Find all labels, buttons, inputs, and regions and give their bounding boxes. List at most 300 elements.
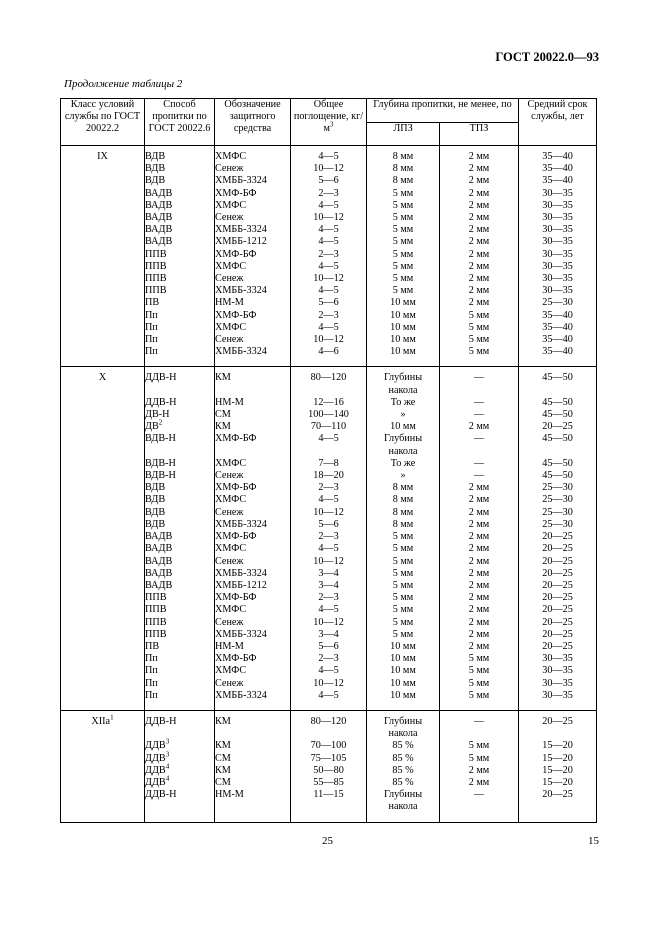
cell-service-class bbox=[61, 310, 145, 322]
cell-service-class bbox=[61, 710, 145, 740]
cell-depth-tpz: — bbox=[440, 458, 519, 470]
cell-method bbox=[145, 556, 215, 568]
table-row bbox=[61, 531, 597, 543]
cell-depth-lpz: 5 мм bbox=[367, 212, 440, 224]
cell-method bbox=[145, 580, 215, 592]
cell-service-life: 25—30 bbox=[519, 297, 597, 309]
cell-depth-tpz: 5 мм bbox=[440, 740, 519, 752]
cell-absorption: 4—5 bbox=[291, 146, 367, 164]
cell-preservative: СМ bbox=[215, 777, 291, 789]
cell-absorption: 2—3 bbox=[291, 310, 367, 322]
cell-depth-lpz: 5 мм bbox=[367, 556, 440, 568]
cell-service-class bbox=[61, 212, 145, 224]
cell-service-class bbox=[61, 200, 145, 212]
cell-service-life: 20—25 bbox=[519, 531, 597, 543]
service-class-label: IX bbox=[97, 151, 108, 162]
cell-absorption: 4—5 bbox=[291, 665, 367, 677]
cell-method bbox=[145, 163, 215, 175]
method-label: ВДВ-Н bbox=[145, 433, 176, 445]
cell-service-life: 35—40 bbox=[519, 175, 597, 187]
method-footnote: 4 bbox=[165, 762, 170, 771]
cell-absorption: 75—105 bbox=[291, 753, 367, 765]
cell-preservative: Сенеж bbox=[215, 617, 291, 629]
table-row bbox=[61, 310, 597, 322]
cell-method bbox=[145, 750, 215, 765]
method-label: ДДВ-Н bbox=[145, 789, 177, 801]
cell-depth-lpz: 5 мм bbox=[367, 200, 440, 212]
cell-depth-tpz: 2 мм bbox=[440, 580, 519, 592]
cell-absorption: 80—120 bbox=[291, 710, 367, 740]
cell-preservative: НМ-М bbox=[215, 397, 291, 409]
table-row bbox=[61, 409, 597, 421]
cell-depth-tpz: 5 мм bbox=[440, 753, 519, 765]
table-row bbox=[61, 175, 597, 187]
cell-depth-lpz: 8 мм bbox=[367, 146, 440, 164]
method-label: ВАДВ bbox=[145, 531, 173, 543]
col-depth-group: Глубина пропитки, не менее, по bbox=[367, 99, 519, 123]
method-label: ВДВ bbox=[145, 482, 166, 494]
table-row bbox=[61, 261, 597, 273]
cell-service-class bbox=[61, 261, 145, 273]
cell-service-class bbox=[61, 273, 145, 285]
cell-depth-lpz: 5 мм bbox=[367, 531, 440, 543]
method-label: ППВ bbox=[145, 628, 167, 640]
cell-absorption: 10—12 bbox=[291, 163, 367, 175]
col-service-life: Средний срок службы, лет bbox=[519, 99, 597, 146]
cell-depth-tpz: 2 мм bbox=[440, 543, 519, 555]
table-row bbox=[61, 458, 597, 470]
service-class-label: XIIа bbox=[91, 715, 111, 727]
cell-preservative: Сенеж bbox=[215, 507, 291, 519]
cell-depth-tpz: — bbox=[440, 470, 519, 482]
method-label: ППВ bbox=[145, 248, 167, 260]
cell-service-life: 30—35 bbox=[519, 690, 597, 711]
cell-service-life: 30—35 bbox=[519, 285, 597, 297]
method-label: ПВ bbox=[145, 297, 160, 309]
cell-depth-tpz: 5 мм bbox=[440, 690, 519, 711]
col-method: Способ пропитки по ГОСТ 20022.6 bbox=[145, 99, 215, 146]
cell-depth-tpz: — bbox=[440, 710, 519, 740]
cell-method bbox=[145, 458, 215, 470]
cell-depth-tpz: — bbox=[440, 367, 519, 397]
cell-service-class bbox=[61, 175, 145, 187]
method-label: ВАДВ bbox=[145, 212, 173, 224]
cell-service-class bbox=[61, 322, 145, 334]
cell-depth-lpz: 5 мм bbox=[367, 188, 440, 200]
cell-depth-lpz: Глубины накола bbox=[367, 433, 440, 457]
cell-method bbox=[145, 409, 215, 421]
cell-method bbox=[145, 789, 215, 822]
method-label: ВДВ-Н bbox=[145, 470, 176, 482]
cell-depth-tpz: 2 мм bbox=[440, 519, 519, 531]
cell-service-life: 45—50 bbox=[519, 397, 597, 409]
cell-preservative: ХМФС bbox=[215, 200, 291, 212]
cell-depth-lpz: Глубины накола bbox=[367, 789, 440, 822]
cell-service-life: 20—25 bbox=[519, 710, 597, 740]
table-row bbox=[61, 494, 597, 506]
cell-service-life: 45—50 bbox=[519, 409, 597, 421]
cell-preservative: Сенеж bbox=[215, 212, 291, 224]
cell-service-class bbox=[61, 678, 145, 690]
cell-depth-lpz: 10 мм bbox=[367, 678, 440, 690]
cell-depth-tpz: 5 мм bbox=[440, 322, 519, 334]
cell-service-class bbox=[61, 163, 145, 175]
cell-depth-tpz: 2 мм bbox=[440, 641, 519, 653]
cell-service-class bbox=[61, 285, 145, 297]
cell-absorption: 4—5 bbox=[291, 543, 367, 555]
cell-absorption: 4—5 bbox=[291, 604, 367, 616]
cell-depth-lpz: 5 мм bbox=[367, 604, 440, 616]
cell-depth-lpz: 10 мм bbox=[367, 653, 440, 665]
cell-absorption: 4—5 bbox=[291, 224, 367, 236]
cell-absorption: 7—8 bbox=[291, 458, 367, 470]
cell-preservative: КМ bbox=[215, 710, 291, 740]
table-row bbox=[61, 753, 597, 765]
table-row bbox=[61, 322, 597, 334]
cell-absorption: 10—12 bbox=[291, 556, 367, 568]
cell-method bbox=[145, 617, 215, 629]
cell-absorption: 2—3 bbox=[291, 531, 367, 543]
cell-absorption: 10—12 bbox=[291, 678, 367, 690]
cell-depth-tpz: 5 мм bbox=[440, 653, 519, 665]
cell-service-life: 15—20 bbox=[519, 740, 597, 752]
cell-service-life: 25—30 bbox=[519, 494, 597, 506]
method-label: ВАДВ bbox=[145, 579, 173, 591]
cell-service-life: 20—25 bbox=[519, 556, 597, 568]
cell-depth-lpz: Глубины накола bbox=[367, 710, 440, 740]
cell-service-class bbox=[61, 740, 145, 752]
cell-service-class bbox=[61, 470, 145, 482]
cell-depth-lpz: 10 мм bbox=[367, 322, 440, 334]
cell-service-life: 35—40 bbox=[519, 146, 597, 164]
table-row bbox=[61, 641, 597, 653]
cell-depth-tpz: 2 мм bbox=[440, 592, 519, 604]
method-label: ППВ bbox=[145, 273, 167, 285]
cell-depth-tpz: 2 мм bbox=[440, 568, 519, 580]
table-row bbox=[61, 397, 597, 409]
cell-preservative: ХМФС bbox=[215, 543, 291, 555]
cell-depth-lpz: Глубины накола bbox=[367, 367, 440, 397]
cell-absorption: 5—6 bbox=[291, 297, 367, 309]
method-label: Пп bbox=[145, 689, 158, 701]
cell-preservative: ХМББ-1212 bbox=[215, 580, 291, 592]
cell-depth-tpz: 2 мм bbox=[440, 617, 519, 629]
cell-preservative: ХМФ-БФ bbox=[215, 653, 291, 665]
cell-preservative: КМ bbox=[215, 740, 291, 752]
cell-service-class bbox=[61, 458, 145, 470]
cell-method bbox=[145, 297, 215, 309]
cell-service-class bbox=[61, 617, 145, 629]
cell-depth-lpz: 10 мм bbox=[367, 690, 440, 711]
col-lpz: ЛПЗ bbox=[367, 123, 440, 146]
method-label: ППВ bbox=[145, 616, 167, 628]
method-label: ППВ bbox=[145, 592, 167, 604]
cell-depth-lpz: 5 мм bbox=[367, 236, 440, 248]
cell-absorption: 10—12 bbox=[291, 617, 367, 629]
cell-method bbox=[145, 249, 215, 261]
cell-depth-tpz: 2 мм bbox=[440, 249, 519, 261]
cell-depth-lpz: 5 мм bbox=[367, 617, 440, 629]
cell-depth-lpz: 8 мм bbox=[367, 507, 440, 519]
cell-method bbox=[145, 236, 215, 248]
cell-absorption: 10—12 bbox=[291, 273, 367, 285]
cell-service-life: 15—20 bbox=[519, 777, 597, 789]
cell-method bbox=[145, 334, 215, 346]
cell-depth-tpz: 2 мм bbox=[440, 531, 519, 543]
method-label: ВАДВ bbox=[145, 236, 173, 248]
standard-code: ГОСТ 20022.0—93 bbox=[495, 50, 599, 64]
cell-service-class bbox=[61, 592, 145, 604]
cell-service-class bbox=[61, 346, 145, 367]
table-row bbox=[61, 556, 597, 568]
table-row bbox=[61, 665, 597, 677]
table-row bbox=[61, 367, 597, 397]
cell-service-life: 45—50 bbox=[519, 367, 597, 397]
cell-service-life: 30—35 bbox=[519, 678, 597, 690]
cell-absorption: 10—12 bbox=[291, 507, 367, 519]
cell-service-life: 25—30 bbox=[519, 482, 597, 494]
cell-method bbox=[145, 629, 215, 641]
cell-preservative: НМ-М bbox=[215, 641, 291, 653]
cell-method bbox=[145, 774, 215, 789]
method-label: ВДВ bbox=[145, 518, 166, 530]
cell-method bbox=[145, 665, 215, 677]
cell-depth-tpz: 2 мм bbox=[440, 494, 519, 506]
table-row bbox=[61, 421, 597, 433]
service-class-label: X bbox=[98, 372, 107, 384]
cell-depth-lpz: 5 мм bbox=[367, 261, 440, 273]
cell-depth-lpz: 5 мм bbox=[367, 580, 440, 592]
cell-method bbox=[145, 397, 215, 409]
cell-absorption: 10—12 bbox=[291, 334, 367, 346]
method-footnote: 4 bbox=[165, 774, 170, 783]
cell-depth-tpz: — bbox=[440, 397, 519, 409]
cell-absorption: 10—12 bbox=[291, 212, 367, 224]
method-label: ВДВ-Н bbox=[145, 457, 176, 469]
cell-depth-lpz: 5 мм bbox=[367, 592, 440, 604]
cell-method bbox=[145, 175, 215, 187]
cell-preservative: Сенеж bbox=[215, 470, 291, 482]
service-class-footnote: 1 bbox=[110, 713, 114, 722]
cell-depth-tpz: 2 мм bbox=[440, 175, 519, 187]
table-row bbox=[61, 710, 597, 740]
cell-preservative: СМ bbox=[215, 753, 291, 765]
cell-absorption: 4—6 bbox=[291, 346, 367, 367]
table-row bbox=[61, 507, 597, 519]
col-tpz: ТПЗ bbox=[440, 123, 519, 146]
cell-depth-tpz: 2 мм bbox=[440, 163, 519, 175]
cell-depth-tpz: 5 мм bbox=[440, 678, 519, 690]
cell-preservative: ХМББ-3324 bbox=[215, 519, 291, 531]
cell-preservative: ХМФ-БФ bbox=[215, 482, 291, 494]
cell-service-class bbox=[61, 224, 145, 236]
cell-absorption: 3—4 bbox=[291, 568, 367, 580]
cell-depth-lpz: 5 мм bbox=[367, 224, 440, 236]
cell-absorption: 4—5 bbox=[291, 285, 367, 297]
cell-method bbox=[145, 146, 215, 164]
method-label: ВДВ bbox=[145, 163, 166, 175]
cell-preservative: Сенеж bbox=[215, 678, 291, 690]
cell-preservative: ХМФ-БФ bbox=[215, 592, 291, 604]
cell-service-class bbox=[61, 580, 145, 592]
cell-method bbox=[145, 200, 215, 212]
cell-preservative: ХМББ-3324 bbox=[215, 568, 291, 580]
cell-preservative: ХМФ-БФ bbox=[215, 433, 291, 457]
cell-service-class bbox=[61, 753, 145, 765]
table-row bbox=[61, 740, 597, 752]
cell-service-life: 20—25 bbox=[519, 641, 597, 653]
cell-method bbox=[145, 762, 215, 777]
cell-service-life: 30—35 bbox=[519, 261, 597, 273]
table-row bbox=[61, 519, 597, 531]
cell-preservative: ХМФС bbox=[215, 494, 291, 506]
method-label: ДДВ-Н bbox=[145, 715, 177, 727]
cell-depth-lpz: 10 мм bbox=[367, 346, 440, 367]
cell-absorption: 5—6 bbox=[291, 519, 367, 531]
cell-depth-tpz: 5 мм bbox=[440, 310, 519, 322]
cell-service-class bbox=[61, 507, 145, 519]
cell-method bbox=[145, 678, 215, 690]
table-body bbox=[61, 146, 597, 823]
table-row bbox=[61, 433, 597, 457]
cell-method bbox=[145, 261, 215, 273]
table-row bbox=[61, 765, 597, 777]
cell-depth-tpz: — bbox=[440, 433, 519, 457]
table-row bbox=[61, 273, 597, 285]
method-footnote: 3 bbox=[165, 750, 170, 759]
method-label: ВАДВ bbox=[145, 187, 173, 199]
cell-service-class bbox=[61, 789, 145, 822]
cell-preservative: НМ-М bbox=[215, 789, 291, 822]
table-row bbox=[61, 346, 597, 367]
cell-method bbox=[145, 418, 215, 433]
method-label: ДДВ-Н bbox=[145, 372, 177, 384]
cell-method bbox=[145, 568, 215, 580]
col-preservative: Обозначение защитного средства bbox=[215, 99, 291, 146]
col-absorption-label: Общее поглощение, кг/м bbox=[293, 99, 364, 135]
cell-absorption: 2—3 bbox=[291, 482, 367, 494]
cell-method bbox=[145, 322, 215, 334]
table-row bbox=[61, 285, 597, 297]
method-label: Пп bbox=[145, 677, 158, 689]
method-label: ПВ bbox=[145, 640, 160, 652]
cell-depth-tpz: 2 мм bbox=[440, 629, 519, 641]
cell-method bbox=[145, 346, 215, 367]
cell-absorption: 4—5 bbox=[291, 200, 367, 212]
cell-service-class bbox=[61, 482, 145, 494]
cell-depth-lpz: 5 мм bbox=[367, 273, 440, 285]
cell-service-life: 20—25 bbox=[519, 789, 597, 822]
cell-service-life: 25—30 bbox=[519, 507, 597, 519]
cell-depth-lpz: То же bbox=[367, 397, 440, 409]
cell-preservative: ХМФС bbox=[215, 458, 291, 470]
cell-depth-lpz: То же bbox=[367, 458, 440, 470]
cell-service-class bbox=[61, 188, 145, 200]
cell-depth-lpz: 8 мм bbox=[367, 494, 440, 506]
cell-depth-tpz: 2 мм bbox=[440, 297, 519, 309]
cell-depth-lpz: 5 мм bbox=[367, 568, 440, 580]
col-service-class: Класс условий службы по ГОСТ 20022.2 bbox=[61, 99, 145, 146]
cell-depth-lpz: 5 мм bbox=[367, 249, 440, 261]
cell-depth-lpz: 8 мм bbox=[367, 519, 440, 531]
method-label: Пп bbox=[145, 665, 158, 677]
cell-preservative: ХМФС bbox=[215, 604, 291, 616]
method-label: ВАДВ bbox=[145, 555, 173, 567]
cell-service-life: 20—25 bbox=[519, 604, 597, 616]
cell-depth-tpz: 2 мм bbox=[440, 273, 519, 285]
cell-depth-lpz: 5 мм bbox=[367, 629, 440, 641]
cell-service-life: 20—25 bbox=[519, 629, 597, 641]
cell-service-life: 20—25 bbox=[519, 617, 597, 629]
table-row bbox=[61, 789, 597, 822]
cell-depth-tpz: 2 мм bbox=[440, 212, 519, 224]
method-label: ДДВ bbox=[145, 752, 166, 764]
cell-depth-tpz: 2 мм bbox=[440, 285, 519, 297]
table-row bbox=[61, 224, 597, 236]
table-row bbox=[61, 592, 597, 604]
cell-service-life: 30—35 bbox=[519, 273, 597, 285]
cell-depth-tpz: 2 мм bbox=[440, 200, 519, 212]
table-row bbox=[61, 629, 597, 641]
cell-method bbox=[145, 519, 215, 531]
cell-preservative: ХМББ-3324 bbox=[215, 224, 291, 236]
cell-method bbox=[145, 188, 215, 200]
method-label: ВДВ bbox=[145, 151, 166, 162]
cell-depth-lpz: 85 % bbox=[367, 765, 440, 777]
cell-service-class bbox=[61, 334, 145, 346]
table-row bbox=[61, 470, 597, 482]
table-row bbox=[61, 249, 597, 261]
table-row bbox=[61, 200, 597, 212]
method-footnote: 3 bbox=[165, 737, 170, 746]
cell-depth-lpz: 85 % bbox=[367, 777, 440, 789]
cell-depth-lpz: 8 мм bbox=[367, 163, 440, 175]
cell-service-class bbox=[61, 653, 145, 665]
table-row bbox=[61, 604, 597, 616]
col-absorption bbox=[291, 99, 367, 146]
cell-service-life: 20—25 bbox=[519, 580, 597, 592]
cell-depth-lpz: 5 мм bbox=[367, 285, 440, 297]
cell-preservative: ХМФС bbox=[215, 261, 291, 273]
cell-method bbox=[145, 653, 215, 665]
cell-preservative: КМ bbox=[215, 367, 291, 397]
cell-depth-tpz: 2 мм bbox=[440, 188, 519, 200]
cell-method bbox=[145, 507, 215, 519]
cell-service-class bbox=[61, 777, 145, 789]
cell-absorption: 3—4 bbox=[291, 629, 367, 641]
cell-preservative: ХМФС bbox=[215, 146, 291, 164]
cell-absorption: 50—80 bbox=[291, 765, 367, 777]
cell-service-class bbox=[61, 665, 145, 677]
cell-preservative: Сенеж bbox=[215, 334, 291, 346]
cell-preservative: ХМББ-3324 bbox=[215, 346, 291, 367]
cell-service-class bbox=[61, 249, 145, 261]
cell-service-life: 20—25 bbox=[519, 421, 597, 433]
cell-service-life: 30—35 bbox=[519, 212, 597, 224]
cell-method bbox=[145, 482, 215, 494]
cell-depth-lpz: 10 мм bbox=[367, 665, 440, 677]
cell-depth-lpz: » bbox=[367, 470, 440, 482]
method-label: ВАДВ bbox=[145, 199, 173, 211]
cell-depth-lpz: 8 мм bbox=[367, 482, 440, 494]
cell-preservative: ХМББ-1212 bbox=[215, 236, 291, 248]
cell-absorption: 4—5 bbox=[291, 322, 367, 334]
cell-service-class bbox=[61, 409, 145, 421]
cell-service-class bbox=[61, 519, 145, 531]
cell-preservative: ХМББ-3324 bbox=[215, 690, 291, 711]
cell-preservative: ХМББ-3324 bbox=[215, 285, 291, 297]
cell-method bbox=[145, 690, 215, 711]
